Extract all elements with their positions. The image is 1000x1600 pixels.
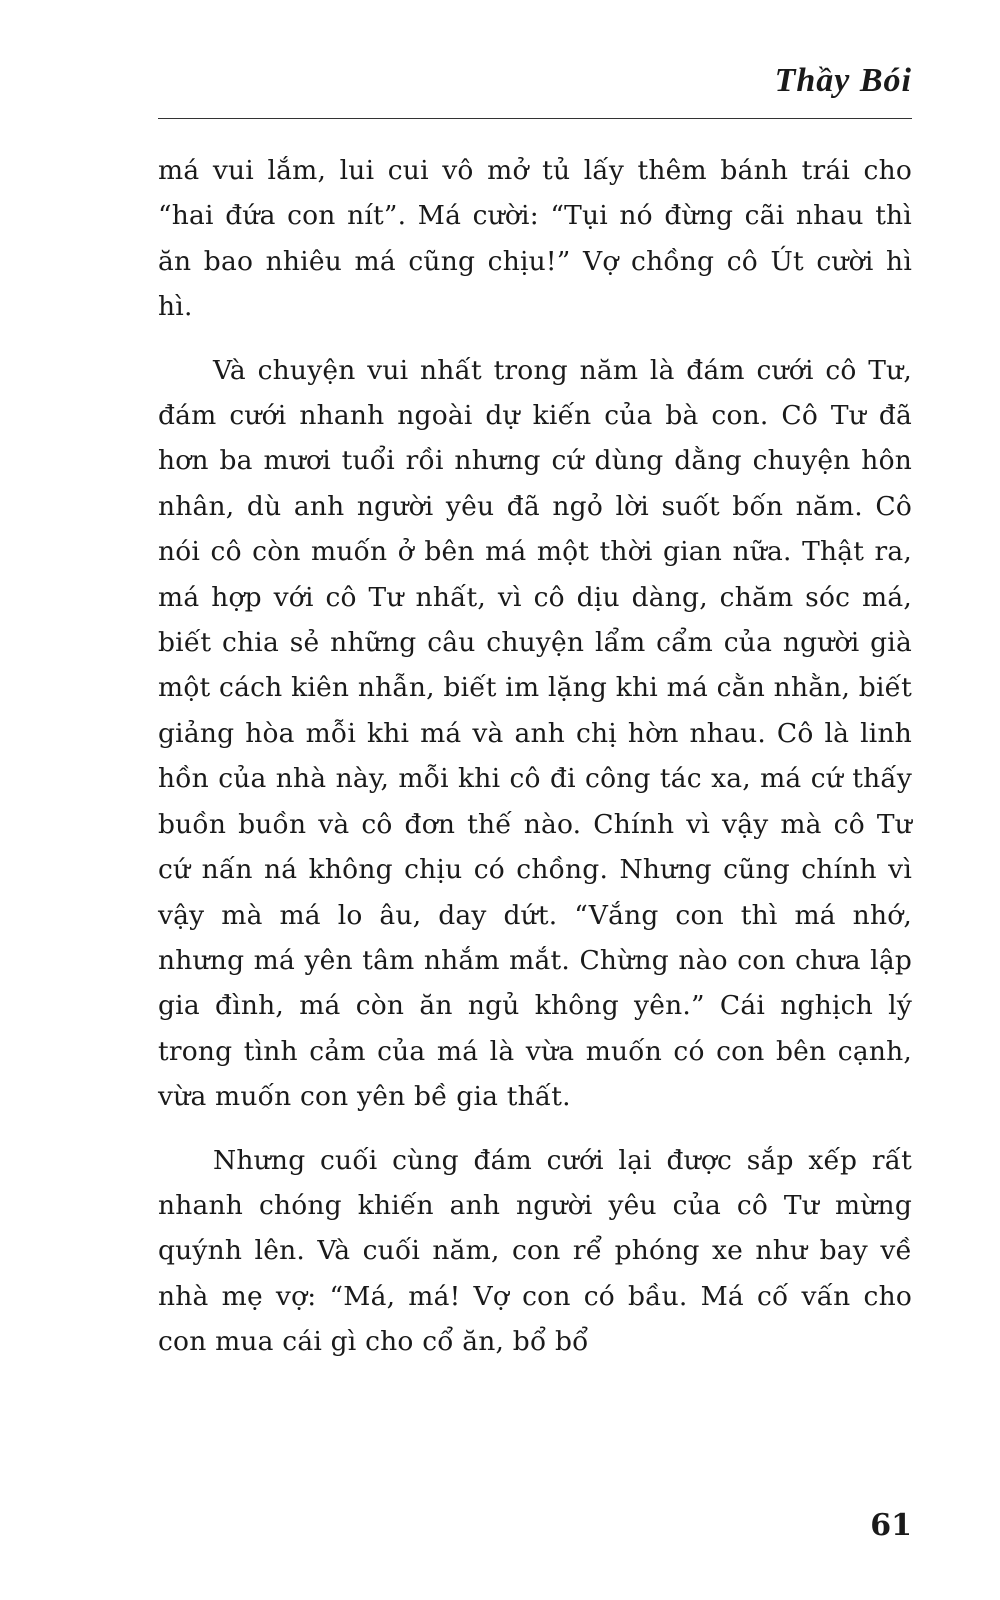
running-header-title: Thầy Bói bbox=[774, 62, 912, 99]
paragraph-1: má vui lắm, lui cui vô mở tủ lấy thêm bánh trái cho “hai đứa con nít”. Má cười: “Tụi nó đừng cãi nhau thì ăn bao nhiêu má cũng chịu!” Vợ chồng cô Út cười hì hì. bbox=[158, 155, 912, 323]
header-divider bbox=[158, 118, 912, 119]
paragraph-2: Và chuyện vui nhất trong năm là đám cưới cô Tư, đám cưới nhanh ngoài dự kiến của bà con. Cô Tư đã hơn ba mươi tuổi rồi nhưng cứ dùng dằng chuyện hôn nhân, dù anh người yêu đã ngỏ lời suốt bốn năm. Cô nói cô còn muốn ở bên má một thời gian nữa. Thật ra, má hợp với cô Tư nhất, vì cô dịu dàng, chăm sóc má, biết chia sẻ những câu chuyện lẩm cẩm của người già một cách kiên nhẫn, biết im lặng khi má cằn nhằn, biết giảng hòa mỗi khi má và anh chị hờn nhau. Cô là linh hồn của nhà này, mỗi khi cô đi công tác xa, má cứ thấy buồn buồn và cô đơn thế nào. Chính vì vậy mà cô Tư cứ nấn ná không chịu có chồng. Nhưng cũng chính vì vậy mà má lo âu, day dứt. “Vắng con thì má nhớ, nhưng má yên tâm nhắm mắt. Chừng nào con chưa lập gia đình, má còn ăn ngủ không yên.” Cái nghịch lý trong tình cảm của má là vừa muốn có con bên cạnh, vừa muốn con yên bề gia thất. bbox=[158, 354, 912, 1113]
paragraph-3: Nhưng cuối cùng đám cưới lại được sắp xếp rất nhanh chóng khiến anh người yêu của cô Tư mừng quýnh lên. Và cuối năm, con rể phóng xe như bay về nhà mẹ vợ: “Má, má! Vợ con có bầu. Má cố vấn cho con mua cái gì cho cổ ăn, bổ bổ bbox=[158, 1144, 912, 1358]
body-text bbox=[158, 148, 912, 1365]
page-number: 61 bbox=[870, 1508, 912, 1543]
